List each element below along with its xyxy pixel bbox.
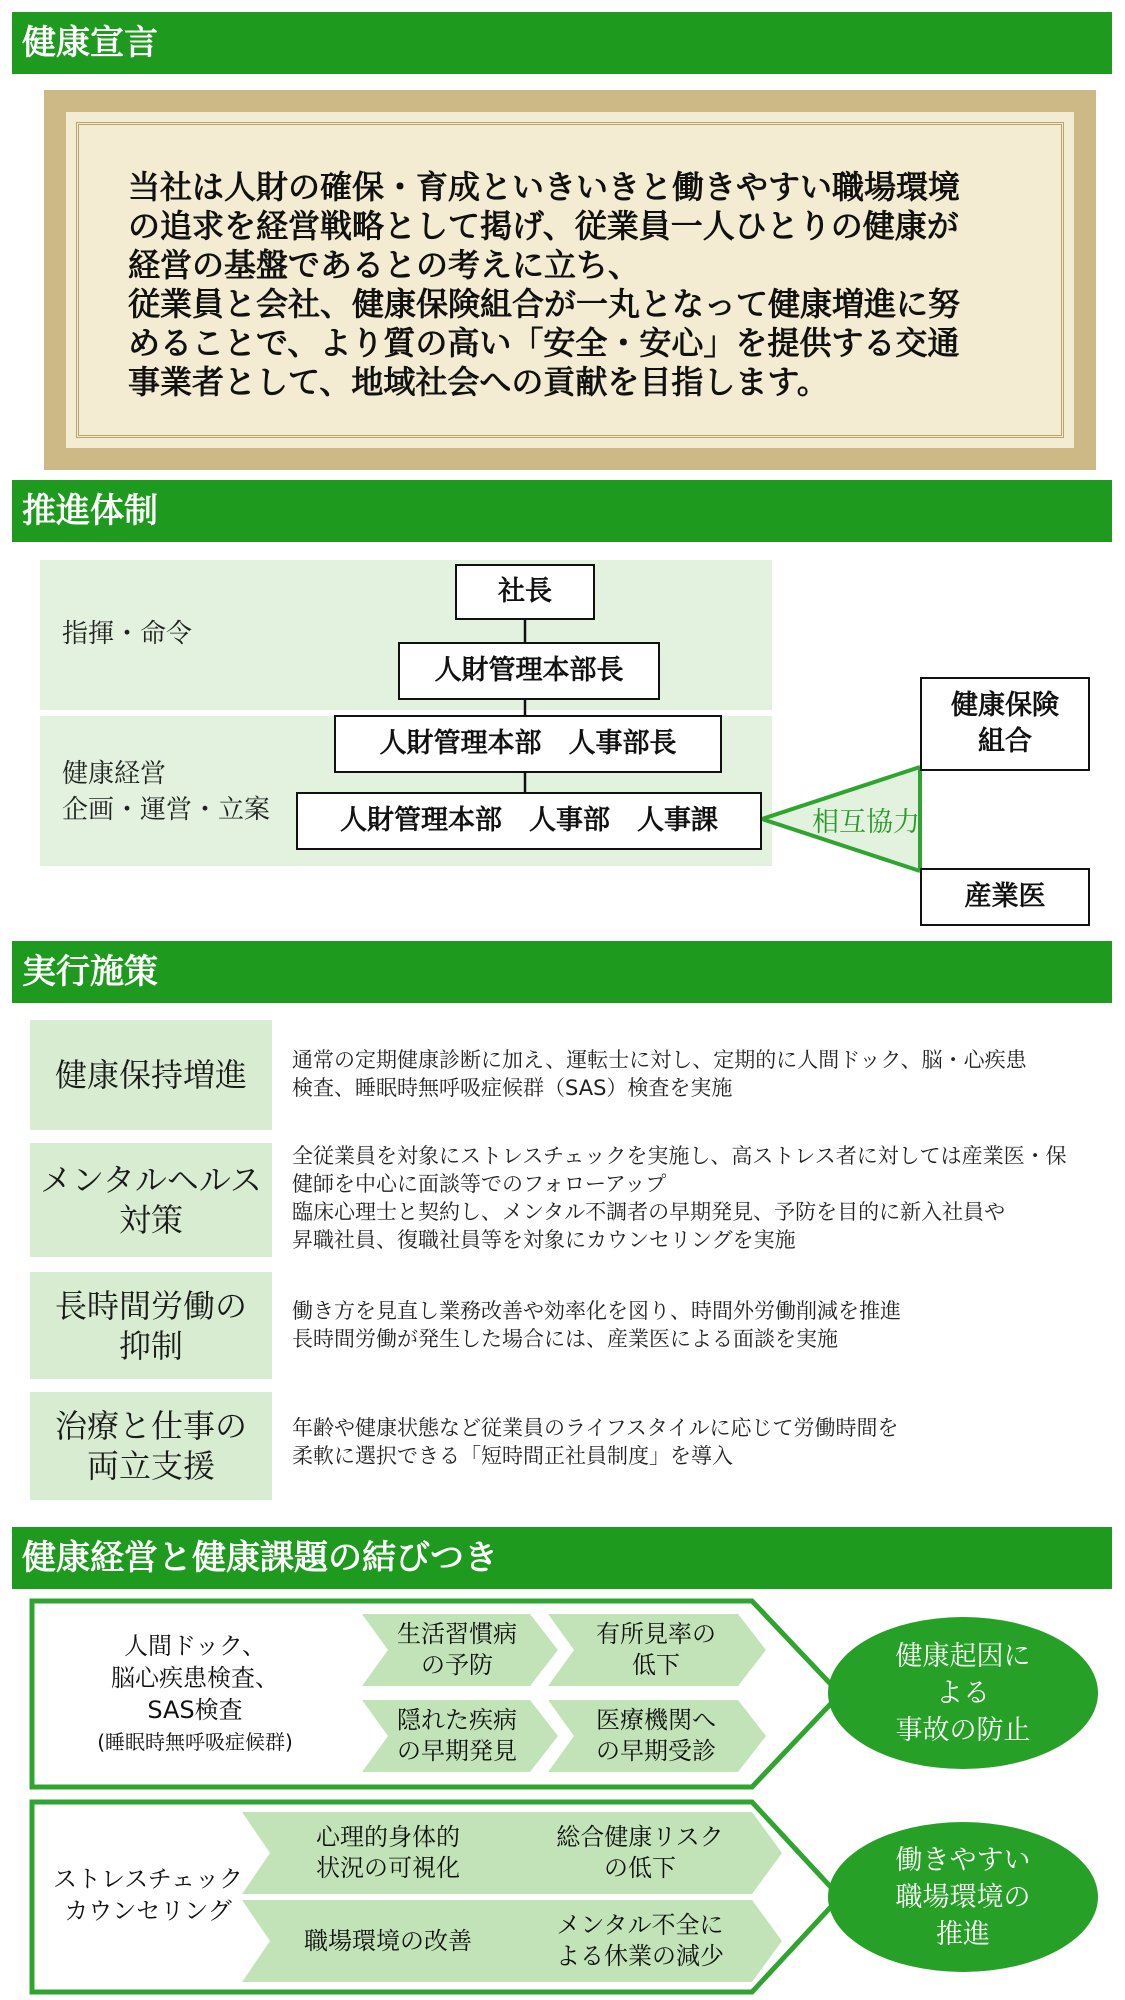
row2-chevron-text <box>520 1910 760 1972</box>
row1-goal-circle <box>828 1617 1098 1769</box>
row1-source-line: SAS検査 <box>147 1696 243 1724</box>
measure-text-line: 全従業員を対象にストレスチェックを実施し、高ストレス者に対しては産業医・保 <box>292 1144 1067 1168</box>
declaration-line: めることで、より質の高い「安全・安心」を提供する交通 <box>128 324 960 362</box>
goal-line: 事故の防止 <box>895 1714 1031 1746</box>
chevron-line: 有所見率の <box>596 1620 716 1648</box>
measure-text-line: 昇職社員、復職社員等を対象にカウンセリングを実施 <box>292 1228 796 1252</box>
measure-text-line: 長時間労働が発生した場合には、産業医による面談を実施 <box>292 1327 838 1351</box>
org-box-hr-director: 人財管理本部長 <box>398 642 660 700</box>
measure-label-line: 対策 <box>118 1201 183 1239</box>
measure-text-line: 柔軟に選択できる「短時間正社員制度」を導入 <box>292 1444 733 1468</box>
org-box-hr-dept-head: 人財管理本部 人事部長 <box>334 715 722 773</box>
declaration-line: 従業員と会社、健康保険組合が一丸となって健康増進に努 <box>128 285 961 323</box>
cooperation-label: 相互協力 <box>812 807 920 838</box>
section-header-measures: 実行施策 <box>12 941 1112 1003</box>
measure-label-line: 抑制 <box>118 1326 183 1365</box>
band-label-planning-2: 企画・運営・立案 <box>62 795 271 825</box>
chevron-line: よる休業の減少 <box>556 1942 724 1970</box>
measure-label-line: メンタルヘルス <box>40 1161 262 1199</box>
row1-source-line: 人間ドック、 <box>123 1632 267 1660</box>
row1-chevron-text <box>566 1705 746 1767</box>
declaration-line: 当社は人財の確保・育成といきいきと働きやすい職場環境 <box>128 168 961 206</box>
declaration-line: の追求を経営戦略として掲げ、従業員一人ひとりの健康が <box>128 207 959 245</box>
row2-source <box>48 1863 248 1927</box>
chevron-line: 職場環境の改善 <box>304 1927 472 1955</box>
measure-label-line: 両立支援 <box>86 1447 215 1485</box>
row2-goal-circle <box>828 1822 1098 1972</box>
measure-text-line: 検査、睡眠時無呼吸症候群（SAS）検査を実施 <box>292 1076 733 1100</box>
row1-chevron-text <box>372 1619 542 1681</box>
chevron-line: 医療機関へ <box>596 1706 716 1734</box>
measure-label-line: 長時間労働の <box>54 1286 247 1325</box>
org-box-hr-section: 人財管理本部 人事部 人事課 <box>296 792 762 850</box>
row2-source-line: ストレスチェック <box>52 1865 244 1893</box>
chevron-line: の低下 <box>604 1854 676 1882</box>
chevron-line: 総合健康リスク <box>556 1823 724 1851</box>
measure-label-line: 治療と仕事の <box>54 1407 247 1445</box>
measure-text-line: 働き方を見直し業務改善や効率化を図り、時間外労働削減を推進 <box>292 1299 901 1323</box>
goal-line: よる <box>936 1677 990 1709</box>
chevron-line: 状況の可視化 <box>316 1854 460 1882</box>
goal-line: 働きやすい <box>895 1844 1031 1876</box>
declaration-line: 経営の基盤であるとの考えに立ち、 <box>128 246 641 284</box>
insurance-label-1: 健康保険 <box>951 690 1059 721</box>
row1-chevron-text <box>566 1619 746 1681</box>
chevron-line: 隠れた疾病 <box>397 1706 517 1734</box>
section-header-structure: 推進体制 <box>12 480 1112 542</box>
chevron-line: 低下 <box>632 1651 680 1679</box>
band-label-planning-1: 健康経営 <box>62 759 167 789</box>
goal-line: 職場環境の <box>895 1881 1031 1913</box>
insurance-label-2: 組合 <box>978 726 1032 757</box>
chevron-line: の早期受診 <box>596 1737 716 1765</box>
row1-source-line: (睡眠時無呼吸症候群) <box>97 1730 293 1754</box>
chevron-line: 心理的身体的 <box>316 1823 460 1851</box>
row2-chevron-text <box>268 1926 508 1957</box>
chevron-line: メンタル不全に <box>556 1911 724 1939</box>
row1-source-line: 脳心疾患検査、 <box>111 1664 279 1692</box>
section-header-links: 健康経営と健康課題の結びつき <box>12 1527 1112 1589</box>
goal-line: 推進 <box>936 1918 990 1950</box>
row2-chevron-text <box>268 1822 508 1884</box>
row1-source <box>60 1630 330 1758</box>
measure-text-line: 健師を中心に面談等でのフォローアップ <box>292 1172 667 1196</box>
row2-source-line: カウンセリング <box>64 1897 232 1925</box>
declaration-line: 事業者として、地域社会への貢献を目指します。 <box>128 363 829 401</box>
measure-label-line: 健康保持増進 <box>54 1056 247 1094</box>
band-label-command: 指揮・命令 <box>62 619 193 649</box>
org-box-doctor: 産業医 <box>920 868 1090 926</box>
chevron-line: の予防 <box>421 1651 493 1679</box>
measure-text-line: 臨床心理士と契約し、メンタル不調者の早期発見、予防を目的に新入社員や <box>292 1200 1006 1224</box>
goal-line: 健康起因に <box>895 1640 1031 1672</box>
chevron-line: 生活習慣病 <box>397 1620 517 1648</box>
measure-text-line: 年齢や健康状態など従業員のライフスタイルに応じて労働時間を <box>292 1416 899 1440</box>
row2-chevron-text <box>520 1822 760 1884</box>
org-box-president: 社長 <box>455 564 595 620</box>
row1-chevron-text <box>372 1705 542 1767</box>
measure-text-line: 通常の定期健康診断に加え、運転士に対し、定期的に人間ドック、脳・心疾患 <box>292 1048 1027 1072</box>
chevron-line: の早期発見 <box>397 1737 517 1765</box>
section-header-declaration: 健康宣言 <box>12 12 1112 74</box>
